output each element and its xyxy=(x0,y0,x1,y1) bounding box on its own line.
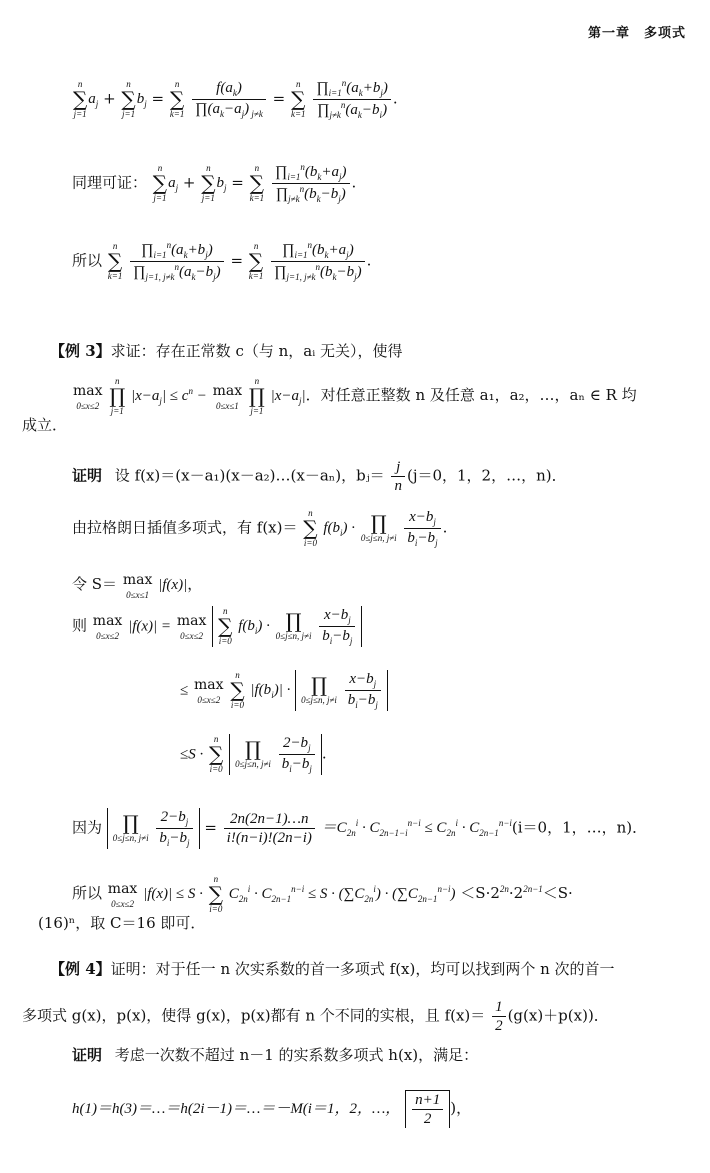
proof-4-text: 考虑一次数不超过 n－1 的实系数多项式 h(x)，满足： xyxy=(114,1046,479,1064)
formula-line-2: 同理可证： n ∑ j=1 $a_j$ + n ∑ j=1 $b_j$ = n ∑ k=1 $\frac{\prod_{i=1}^n(b_k+a_j)}{\prod_{j\ne k}^n(b_k-b_j)}$ . xyxy=(72,162,357,204)
proof-3-text: 设 f(x)＝(x－a₁)(x－a₂)…(x－aₙ)，bⱼ＝ xyxy=(114,466,385,485)
define-s-line: 令 S＝ max 0≤x≤1 |f(x)|， xyxy=(72,572,203,600)
proof-4-line xyxy=(72,1046,478,1064)
final-line-1: 所以 max 0≤x≤2 |f(x)| ≤ S · n ∑ i=0 $C_{2n}^i \cdot C_{2n-1}^{n-i} \le S \cdot (\sum C_{2n}^i) \cdot (\sum C_{2n-1}^{n-i}) <S\cdot 2^{2n}\cdot 2^{2n-1}<S\cdot$ xyxy=(72,874,573,914)
inequality-line-1: 则 max 0≤x≤2 |f(x)| = max 0≤x≤2 n ∑ i=0 $f(b_i)$ · ∏ 0≤j≤n, j≠i $\frac{x-b_j}{b_i-b_j}$ xyxy=(72,606,362,647)
lagrange-text: 由拉格朗日插值多项式，有 f(x)＝ xyxy=(72,518,298,537)
example-4-text: 证明：对于任一 n 次实系数的首一多项式 f(x)，均可以找到两个 n 次的首一 xyxy=(110,960,615,978)
h-line-text: h(1)＝h(3)＝…＝h(2i－1)＝…＝－M(i＝1，2，…， xyxy=(72,1101,401,1117)
text-ling: 令 S＝ xyxy=(72,575,118,593)
because-tail: (i＝0，1，…，n)． xyxy=(511,818,648,837)
proof-label: 证明 xyxy=(72,466,103,485)
example-3-end: 成立． xyxy=(22,416,68,434)
h-line-tail: )， xyxy=(450,1099,472,1117)
because-line: 因为 ∏ 0≤j≤n, j≠i $\frac{2-b_j}{b_i-b_j}$ = $\frac{2n(2n-1)\dots n}{i!(n-i)!(2n-i)}$ $=C_{2n}^i \cdot C_{2n-1-i}^{n-i} \le C_{2n}^i \cdot C_{2n-1}^{n-i}(i=0$，1，…，n)． xyxy=(72,809,648,848)
example-4-line-2b: (g(x)＋p(x))． xyxy=(507,1006,609,1025)
final-text-c: ·2 xyxy=(508,884,524,902)
example-3-formula: max 0≤x≤2 n ∏ j=1 $|x-a_j| \le c^n$ − max 0≤x≤1 n ∏ j=1 $|x-a_j|$．对任意正整数 n 及任意 a₁，a₂，…，aₙ ∈ R 均 xyxy=(73,376,637,416)
lagrange-line: 由拉格朗日插值多项式，有 f(x)＝ n ∑ i=0 $f(b_i)$ · ∏ 0≤j≤n, j≠i $\frac{x-b_j}{b_i-b_j}$ . xyxy=(72,508,448,549)
example-3-label: 【例 3】 xyxy=(50,342,111,360)
proof-label-2: 证明 xyxy=(72,1046,103,1064)
example-4-label: 【例 4】 xyxy=(50,960,111,978)
example-3-heading xyxy=(50,342,403,360)
example-4-heading xyxy=(50,960,615,978)
final-text-a: 所以 xyxy=(72,884,103,902)
inequality-line-2: ≤ max 0≤x≤2 n ∑ i=0 $|f(b_i)|$ · ∏ 0≤j≤n, j≠i $\frac{x-b_j}{b_i-b_j}$ xyxy=(180,670,388,711)
text-tongli: 同理可证： xyxy=(72,173,148,192)
proof-3-line-1: 证明 设 f(x)＝(x－a₁)(x－a₂)…(x－aₙ)，bⱼ＝ $\frac{j}{n}$ (j＝0，1，2，…，n)． xyxy=(72,459,567,494)
final-text-d: ＜S· xyxy=(542,884,573,902)
final-text-b: ＜S·2 xyxy=(460,884,500,902)
text-ze: 则 xyxy=(72,616,88,635)
proof-3-tail: (j＝0，1，2，…，n)． xyxy=(406,466,567,485)
example-4-line-2a: 多项式 g(x)，p(x)，使得 g(x)，p(x)都有 n 个不同的实根，且 f(x)＝ xyxy=(22,1006,486,1025)
formula-line-3: 所以 n ∑ k=1 $\frac{\prod_{i=1}^n(a_k+b_j)}{\prod_{j=1, j\ne k}^n(a_k-b_j)}$ = n ∑ k=1 $\frac{\prod_{i=1}^n(b_k+a_j)}{\prod_{j=1, j\ne k}^n(b_k-b_j)}$ . xyxy=(72,240,372,282)
inequality-line-3: ≤S · n ∑ i=0 ∏ 0≤j≤n, j≠i $\frac{2-b_j}{b_i-b_j}$ . xyxy=(180,734,327,775)
chapter-header: 第一章 多项式 xyxy=(587,26,686,41)
formula-line-1: n ∑ j=1 $a_j$ + n ∑ j=1 $b_j$ = n ∑ k=1 $\frac{f(a_k)}{\prod(a_k-a_j) _{j\ne k}}$ = n ∑ k=1 $\frac{\prod_{i=1}^n(a_k+b_j)}{\prod_{j\ne k}^n(a_k-b_i)}$ . xyxy=(73,78,398,120)
text-suoyi: 所以 xyxy=(72,251,103,270)
example-4-line-2: 多项式 g(x)，p(x)，使得 g(x)，p(x)都有 n 个不同的实根，且 f(x)＝ $\frac{1}{2}$ (g(x)＋p(x))． xyxy=(22,999,609,1034)
because-rhs: ＝C xyxy=(321,820,347,837)
example-3-continuation: ．对任意正整数 n 及任意 a₁，a₂，…，aₙ ∈ R 均 xyxy=(305,386,637,404)
final-line-2: (16)ⁿ，取 C＝16 即可． xyxy=(38,914,206,932)
text-yinwei: 因为 xyxy=(72,818,103,837)
h-condition-line: h(1)＝h(3)＝…＝h(2i－1)＝…＝－M(i＝1，2，…， $\frac{n+1}{2}$ )， xyxy=(72,1092,472,1127)
example-3-text: 求证：存在正常数 c（与 n，aᵢ 无关），使得 xyxy=(110,342,403,360)
